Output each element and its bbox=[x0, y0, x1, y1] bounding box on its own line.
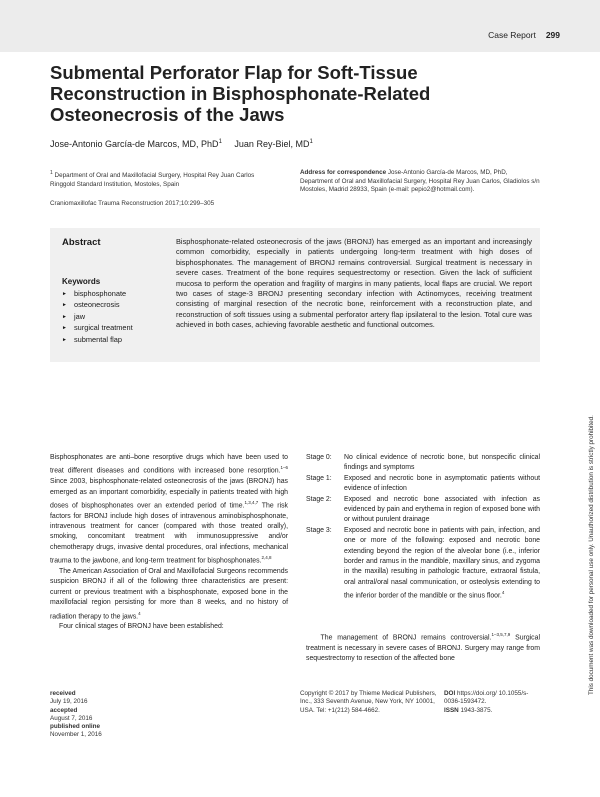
section-label: Case Report bbox=[488, 30, 536, 40]
article-dates bbox=[50, 690, 102, 740]
issn-value: 1943-3875. bbox=[460, 706, 493, 714]
ref-mark: 4 bbox=[501, 590, 505, 596]
affil-text: Department of Oral and Maxillofacial Surgery, Hospital Rey Juan Carlos Ringgold Standard Institution, Mostoles, Spain bbox=[50, 172, 255, 188]
author-affil-mark: 1 bbox=[309, 139, 313, 145]
stage-label: Stage 0: bbox=[306, 454, 332, 461]
stage-text bbox=[344, 526, 540, 602]
stage-label: Stage 3: bbox=[306, 526, 332, 534]
paragraph bbox=[50, 567, 288, 622]
body-column-left bbox=[50, 453, 288, 633]
date-value: August 7, 2016 bbox=[50, 714, 93, 722]
affiliation bbox=[50, 169, 280, 189]
ref-mark: 1,3,4,7 bbox=[244, 499, 259, 505]
paragraph: Four clinical stages of BRONJ have been established: bbox=[59, 623, 224, 631]
text: Since 2003, bisphosphonate-related osteonecrosis of the jaws (BRONJ) has emerged as an important comorbidity, especially in patients treated with high doses of bisphosphonates over an extended period of time. bbox=[50, 478, 288, 510]
paragraph bbox=[50, 453, 288, 567]
text: The American Association of Oral and Maxillofacial Surgeons recommends suspicion BRONJ if all of the following three characteristics are present: current or previous treatment with a bisphosphonate, exposed bone in the maxillofacial region persisting for more than 8 weeks, and no history of radiation therapy to the jaws. bbox=[50, 567, 288, 620]
text: Bisphosphonates are anti–bone resorptive drugs which have been used to treat different diseases and conditions with increased bone resorption. bbox=[50, 454, 288, 475]
date-label: published online bbox=[50, 723, 101, 731]
keywords-heading: Keywords bbox=[62, 277, 101, 286]
stage-item bbox=[306, 474, 540, 495]
corr-text: Jose-Antonio García-de Marcos, MD, PhD, Department of Oral and Maxillofacial Surgery, Hospital Rey Juan Carlos, Gladiolos s/n Mostoles, Madrid 28933, Spain (e-mail: pepio2@hotmail.com). bbox=[300, 169, 540, 194]
author-list bbox=[50, 139, 313, 149]
doi-label: DOI bbox=[444, 690, 456, 697]
keyword-item: ► jaw bbox=[62, 312, 133, 323]
abstract-text: Bisphosphonate-related osteonecrosis of the jaws (BRONJ) has emerged as an important and increasingly common comorbidity, especially in patients undergoing long-term treatment with high doses of bisphosphonates. The management of BRONJ remains controversial. Surgical treatment is necessary in severe cases. Treatment of the bone requires sequestrectomy or resection. Given the lack of sufficient mucosa to perform the operation and fragility of margins in many patients, local flaps are crucial. We report two cases of stage-3 BRONJ presenting secondary infection with Actinomyces, receiving treatment consisting of marginal resection of the necrotic bone, reinforcement with a reconstruction plate, and reconstruction of soft tissues using a submental perforator artery flap ipsilateral to the lesion. Total cure was achieved in both cases, achieving favorable aesthetic and functional outcomes. bbox=[176, 237, 532, 330]
stage-label: Stage 1: bbox=[306, 474, 332, 482]
stage-text: Exposed and necrotic bone associated with infection as evidenced by pain and erythema in region of exposed bone with or without purulent drainage bbox=[344, 495, 540, 524]
text: The risk factors for BRONJ include high doses of intravenous aminobisphosphonate, intravenous treatment for cancer (compared with those treated orally), smoking, concomitant treatment with immunosuppressive and/or chemotherapy drugs, invasive dental procedures, oral infections, mechanical trauma to the jawbone, and long-term treatment for bisphosphonates. bbox=[50, 502, 289, 565]
doi-info bbox=[444, 690, 544, 715]
doi-link[interactable]: https://doi.org/ 10.1055/s-0036-1593472. bbox=[444, 690, 529, 706]
running-header bbox=[488, 30, 560, 40]
stage-item bbox=[306, 495, 540, 526]
author-affil-mark: 1 bbox=[218, 139, 222, 145]
ref-mark: 1–3,5,7,9 bbox=[491, 632, 511, 637]
correspondence bbox=[300, 169, 540, 195]
download-notice-text: This document was downloaded for personal use only. Unauthorized distribution is strictly prohibited. bbox=[588, 415, 595, 695]
ref-mark: 1–6 bbox=[280, 465, 288, 471]
ref-mark: 4 bbox=[138, 610, 141, 616]
author-name: Juan Rey-Biel, MD bbox=[234, 139, 310, 149]
issn-label: ISSN bbox=[444, 706, 459, 714]
keyword-item: ► submental flap bbox=[62, 335, 133, 346]
author-name: Jose-Antonio García-de Marcos, MD, PhD bbox=[50, 139, 219, 149]
page-number: 299 bbox=[545, 30, 560, 40]
stage-item bbox=[306, 453, 540, 474]
keyword-item: ► bisphosphonate bbox=[62, 289, 133, 300]
keyword-item: ► osteonecrosis bbox=[62, 300, 133, 311]
stage-list bbox=[306, 453, 540, 602]
date-label: received bbox=[50, 690, 76, 697]
text: Surgical treatment is necessary in severe cases of BRONJ. Surgery may range from sequestrectomy to resection of the affected bone bbox=[306, 634, 540, 663]
ref-mark: 2,4,8 bbox=[261, 555, 272, 561]
date-label: accepted bbox=[50, 706, 78, 714]
abstract-heading: Abstract bbox=[62, 237, 101, 248]
management-paragraph bbox=[306, 630, 540, 665]
keywords-list bbox=[62, 289, 133, 346]
keyword-item: ► surgical treatment bbox=[62, 323, 133, 334]
stage-text: Exposed and necrotic bone in asymptomatic patients without evidence of infection bbox=[344, 474, 540, 493]
header-bar bbox=[0, 0, 600, 52]
publisher-info: Copyright © 2017 by Thieme Medical Publishers, Inc., 333 Seventh Avenue, New York, NY 10001, USA. Tel: +1(212) 584-4662. bbox=[300, 690, 437, 714]
date-value: November 1, 2016 bbox=[50, 731, 102, 739]
stage-text: No clinical evidence of necrotic bone, but nonspecific clinical findings and symptoms bbox=[344, 454, 540, 472]
corr-label: Address for correspondence bbox=[300, 169, 387, 176]
text: Exposed and necrotic bone in patients with pain, infection, and one or more of the following: exposed and necrotic bone extending beyond the region of the alveolar bone (i.e., inferior border and ramus in the mandible, maxillary sinus, and zygoma in the maxilla) resulting in pathologic fracture, extraoral fistula, oral antral/oral nasal communication, or osteolysis extending to the inferior border of the mandible or the sinus floor. bbox=[344, 526, 540, 600]
date-value: July 19, 2016 bbox=[50, 698, 88, 706]
citation: Craniomaxillofac Trauma Reconstruction 2017;10:299–305 bbox=[50, 200, 215, 207]
article-title: Submental Perforator Flap for Soft-Tissue Reconstruction in Bisphosphonate-Related Osteonecrosis of the Jaws bbox=[50, 62, 431, 125]
text: The management of BRONJ remains controversial. bbox=[320, 634, 492, 642]
affil-mark: 1 bbox=[50, 170, 53, 176]
stage-item bbox=[306, 526, 540, 602]
stage-label: Stage 2: bbox=[306, 495, 332, 503]
